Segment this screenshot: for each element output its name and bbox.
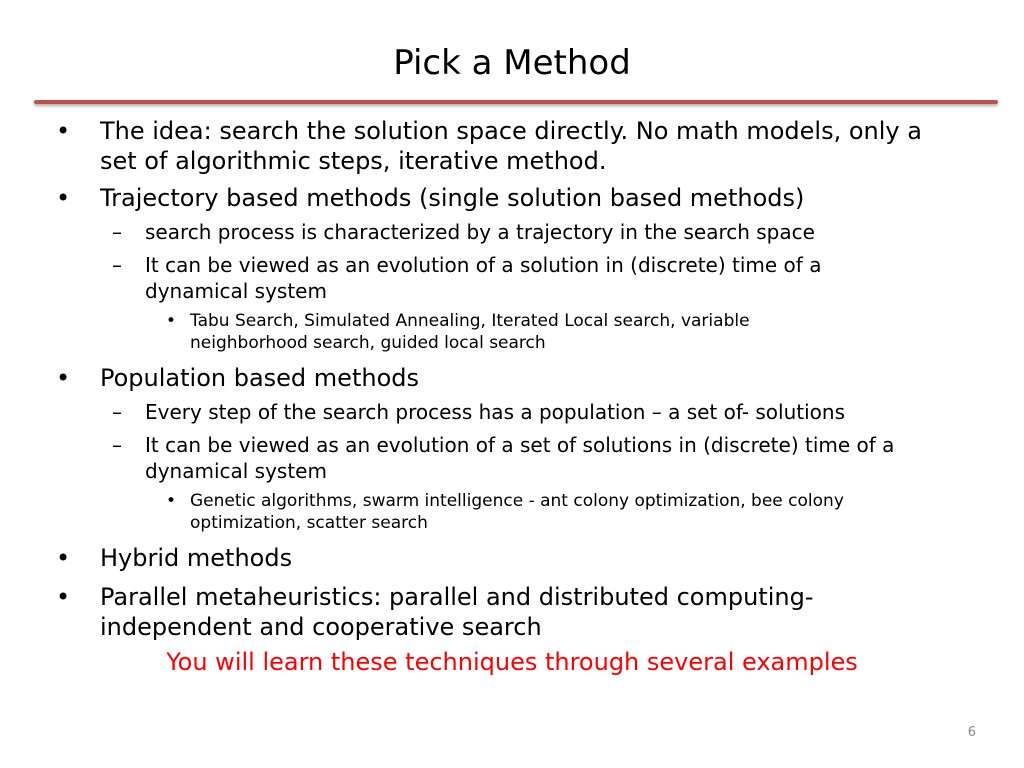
sub-bullet-text: search process is characterized by a trajectory in the search space [145,220,815,244]
closing-note: You will learn these techniques through several examples [166,648,858,676]
bullet-text: The idea: search the solution space directly. No math models, only a [100,117,922,145]
page-number: 6 [967,725,976,740]
bullet-text: Hybrid methods [100,544,293,572]
sub-sub-bullet-marker: • [166,311,177,331]
sub-bullet-marker: – [112,400,122,424]
sub-bullet-marker: – [112,253,122,277]
sub-sub-bullet-text: optimization, scatter search [190,513,428,533]
bullet-marker: • [56,184,71,212]
sub-bullet-marker: – [112,220,122,244]
bullet-text: set of algorithmic steps, iterative method. [100,147,607,175]
sub-sub-bullet-text: Tabu Search, Simulated Annealing, Iterated Local search, variable [190,311,750,331]
sub-sub-bullet-marker: • [166,491,177,511]
sub-bullet-marker: – [112,433,122,457]
sub-bullet-text: Every step of the search process has a population – a set of- solutions [145,400,846,424]
sub-bullet-text: It can be viewed as an evolution of a solution in (discrete) time of a [145,253,822,277]
sub-bullet-text: dynamical system [145,279,327,303]
slide-title: Pick a Method [393,43,631,83]
bullet-marker: • [56,583,71,611]
sub-sub-bullet-text: Genetic algorithms, swarm intelligence - ant colony optimization, bee colony [190,491,844,511]
bullet-text: Parallel metaheuristics: parallel and distributed computing- [100,583,814,611]
title-divider [34,100,998,104]
bullet-marker: • [56,364,71,392]
sub-bullet-text: dynamical system [145,459,327,483]
bullet-marker: • [56,117,71,145]
bullet-text: Population based methods [100,364,419,392]
bullet-marker: • [56,544,71,572]
sub-bullet-text: It can be viewed as an evolution of a set of solutions in (discrete) time of a [145,433,895,457]
sub-sub-bullet-text: neighborhood search, guided local search [190,333,546,353]
bullet-text: Trajectory based methods (single solution based methods) [100,184,805,212]
bullet-text: independent and cooperative search [100,613,542,641]
